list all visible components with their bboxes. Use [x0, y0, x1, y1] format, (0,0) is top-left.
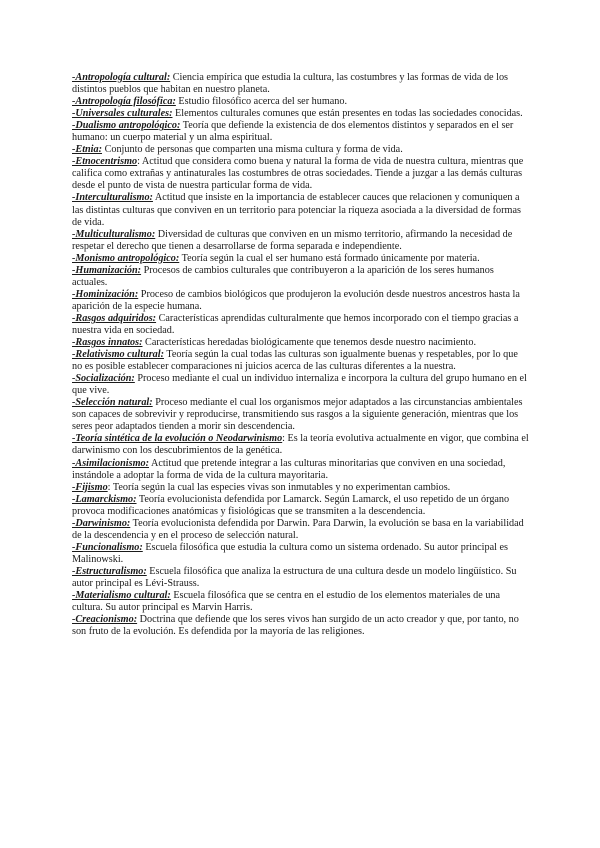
- glossary-entry: [72, 265, 530, 289]
- glossary-definition: : Actitud que considera como buena y natural la forma de vida de nuestra cultura, mientras que califica como extrañas y antinaturales las costumbres de otras sociedades. Tiende a juzgar a las demás culturas desde el punto de vista de nuestra particular forma de vida.: [72, 156, 524, 192]
- glossary-entry: [72, 542, 530, 566]
- glossary-entry: [72, 518, 530, 542]
- glossary-term: -Selección natural:: [72, 397, 153, 409]
- glossary-entry: [72, 397, 530, 433]
- glossary-term: -Rasgos innatos:: [72, 337, 143, 349]
- glossary-definition: Escuela filosófica que analiza la estructura de una cultura desde un modelo lingüístico. Su autor principal es Lévi-Strauss.: [72, 565, 517, 589]
- glossary-definition: Proceso mediante el cual los organismos mejor adaptados a las circunstancias ambientales son capaces de sobrevivir y reproducirse, transmitiendo sus rasgos a la siguiente generación, mientras que los seres peor adaptados tienden a morir sin descendencia.: [72, 397, 523, 433]
- glossary-entry: [72, 120, 530, 144]
- glossary-term: -Monismo antropológico:: [72, 252, 180, 264]
- glossary-definition: Escuela filosófica que estudia la cultura como un sistema ordenado. Su autor principal es Malinowski.: [72, 541, 508, 565]
- glossary-entry: [72, 494, 530, 518]
- glossary-entry: [72, 253, 530, 265]
- glossary-term: -Interculturalismo:: [72, 192, 153, 204]
- glossary-term: -Antropología filosófica:: [72, 96, 176, 108]
- glossary-term: -Funcionalismo:: [72, 541, 143, 553]
- glossary-definition: Escuela filosófica que se centra en el estudio de los elementos materiales de una cultura. Su autor principal es Marvin Harris.: [72, 590, 501, 614]
- glossary-term: -Antropología cultural:: [72, 72, 171, 83]
- glossary-term: -Universales culturales:: [72, 108, 173, 120]
- glossary-definition: Características heredadas biológicamente que tenemos desde nuestro nacimiento.: [142, 337, 477, 349]
- glossary-entry: [72, 192, 530, 228]
- glossary-term: -Estructuralismo:: [72, 565, 147, 577]
- glossary-entry: [72, 108, 530, 120]
- glossary-term: -Fijismo: [72, 481, 108, 493]
- glossary-definition: Estudio filosófico acerca del ser humano.: [175, 96, 348, 108]
- glossary-definition: Teoría según la cual todas las culturas son igualmente buenas y respetables, por lo que no es posible establecer comparaciones ni juicios acerca de las culturas diferentes a la nuestra.: [72, 349, 518, 373]
- glossary-entry: [72, 373, 530, 397]
- glossary-term: -Lamarckismo:: [72, 493, 137, 505]
- glossary-definition: Teoría según la cual el ser humano está formado únicamente por materia.: [179, 252, 480, 264]
- glossary-entry: [72, 144, 530, 156]
- glossary-term: -Dualismo antropológico:: [72, 120, 181, 132]
- glossary-entry: [72, 349, 530, 373]
- glossary-entry: [72, 337, 530, 349]
- glossary-term: -Socialización:: [72, 373, 135, 385]
- glossary-definition: Doctrina que defiende que los seres vivos han surgido de un acto creador y que, por tanto, no son fruto de la evolución. Es defendida por la mayoría de las religiones.: [72, 614, 519, 638]
- glossary-definition: Teoría que defiende la existencia de dos elementos distintos y separados en el ser humano: un cuerpo material y un alma espiritual.: [72, 120, 514, 144]
- glossary-entry: [72, 614, 530, 638]
- glossary-definition: Proceso mediante el cual un individuo internaliza e incorpora la cultura del grupo humano en el que vive.: [72, 373, 527, 397]
- glossary-definition: : Es la teoría evolutiva actualmente en vigor, que combina el darwinismo con los descubrimientos de la genética.: [72, 433, 529, 457]
- glossary-entry: [72, 229, 530, 253]
- glossary-term: -Hominización:: [72, 288, 139, 300]
- glossary-entry: [72, 566, 530, 590]
- glossary-term: -Teoría sintética de la evolución o Neodarwinismo: [72, 433, 283, 445]
- glossary-entry: [72, 433, 530, 457]
- glossary-definition: Ciencia empírica que estudia la cultura, las costumbres y las formas de vida de los distintos pueblos que habitan en nuestro planeta.: [72, 72, 508, 96]
- glossary-definition: Conjunto de personas que comparten una misma cultura y forma de vida.: [102, 144, 403, 156]
- glossary-entry: [72, 289, 530, 313]
- glossary-page: [72, 72, 530, 638]
- glossary-term: -Relativismo cultural:: [72, 349, 164, 361]
- glossary-term: -Multiculturalismo:: [72, 228, 156, 240]
- glossary-definition: Teoría evolucionista defendida por Darwin. Para Darwin, la evolución se basa en la variabilidad de la descendencia y en el proceso de selección natural.: [72, 517, 524, 541]
- glossary-term: -Humanización:: [72, 264, 142, 276]
- glossary-definition: Características aprendidas culturalmente que hemos incorporado con el tiempo gracias a nuestra vida en sociedad.: [72, 312, 519, 336]
- glossary-definition: Procesos de cambios culturales que contribuyeron a la aparición de los seres humanos actuales.: [72, 264, 494, 288]
- glossary-entry: [72, 482, 530, 494]
- glossary-entry: [72, 590, 530, 614]
- glossary-term: -Creacionismo:: [72, 614, 138, 626]
- glossary-term: -Etnocentrismo: [72, 156, 138, 168]
- glossary-entry: [72, 313, 530, 337]
- glossary-definition: Actitud que pretende integrar a las culturas minoritarias que conviven en una sociedad, instándole a adoptar la forma de vida de la cultura mayoritaria.: [72, 457, 506, 481]
- glossary-definition: Teoría evolucionista defendida por Lamarck. Según Lamarck, el uso repetido de un órgano provoca modificaciones anatómicas y fisiológicas que se transmiten a la descendencia.: [72, 493, 510, 517]
- glossary-entry: [72, 72, 530, 96]
- glossary-definition: Diversidad de culturas que conviven en un mismo territorio, afirmando la necesidad de respetar el derecho que tienen a desarrollarse de forma separada e independiente.: [72, 228, 513, 252]
- glossary-term: -Darwinismo:: [72, 517, 131, 529]
- glossary-definition: Elementos culturales comunes que están presentes en todas las sociedades conocidas.: [172, 108, 523, 120]
- glossary-term: -Materialismo cultural:: [72, 590, 171, 602]
- glossary-definition: Actitud que insiste en la importancia de establecer cauces que relacionen y comuniquen a las distintas culturas que conviven en un territorio para potenciar la riqueza asociada a la diversidad de formas de vida.: [72, 192, 521, 228]
- glossary-term: -Asimilacionismo:: [72, 457, 149, 469]
- glossary-entry: [72, 156, 530, 192]
- glossary-term: -Etnia:: [72, 144, 103, 156]
- glossary-entry: [72, 96, 530, 108]
- glossary-definition: Proceso de cambios biológicos que produjeron la evolución desde nuestros ancestros hasta la aparición de la especie humana.: [72, 288, 520, 312]
- glossary-definition: : Teoría según la cual las especies vivas son inmutables y no experimentan cambios.: [107, 481, 451, 493]
- glossary-term: -Rasgos adquiridos:: [72, 312, 157, 324]
- glossary-entry: [72, 458, 530, 482]
